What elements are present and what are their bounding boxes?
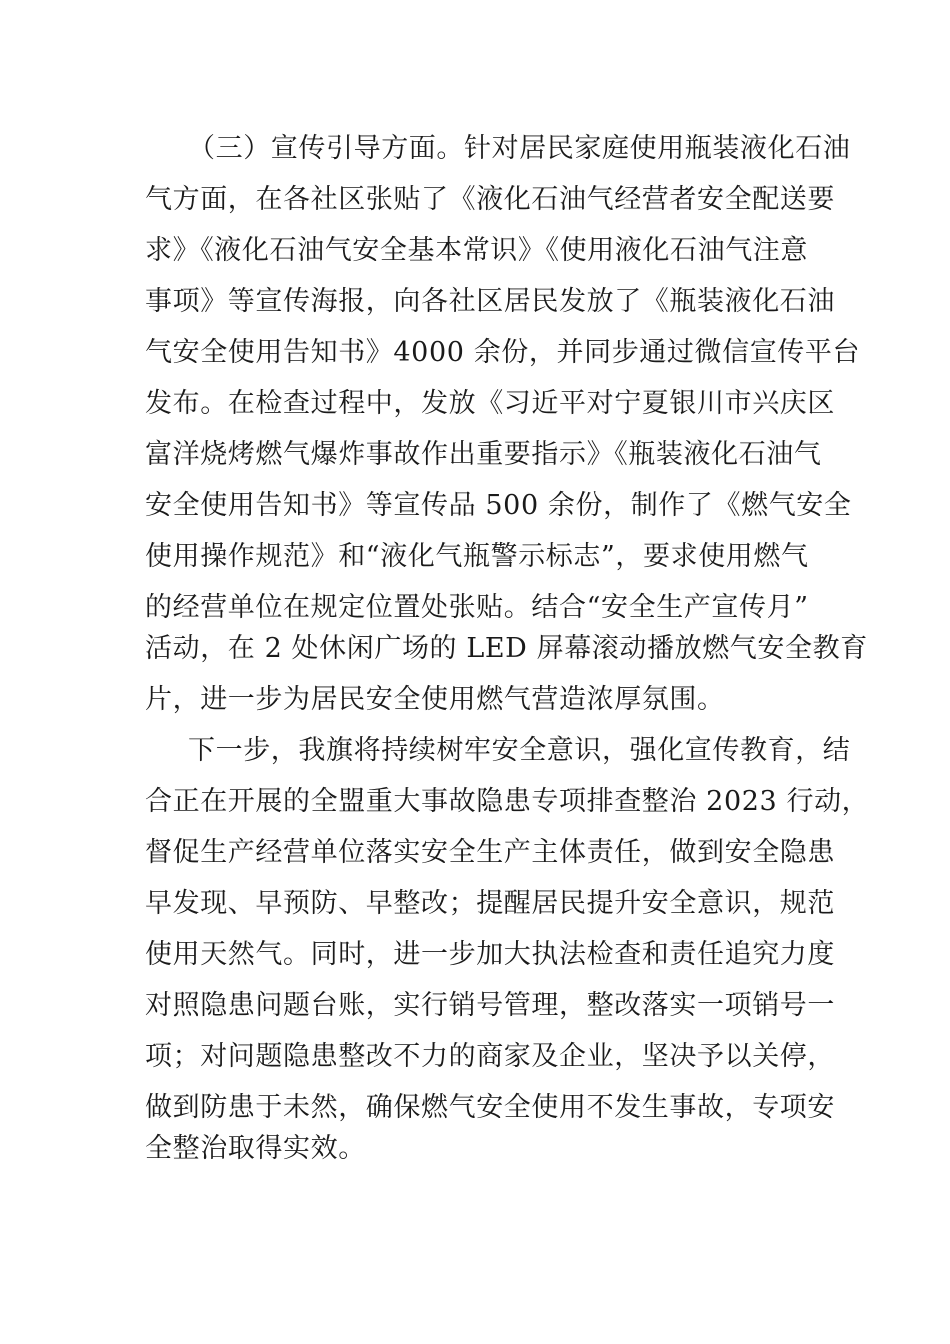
- text-line: 发布。在检查过程中，发放《习近平对宁夏银川市兴庆区: [145, 388, 835, 419]
- text-line: 下一步，我旗将持续树牢安全意识，强化宣传教育，结: [188, 735, 851, 766]
- text-line: 的经营单位在规定位置处张贴。结合“安全生产宣传月”: [145, 592, 809, 623]
- text-line: 合正在开展的全盟重大事故隐患专项排查整治 2023 行动，: [145, 786, 870, 817]
- text-line: 使用天然气。同时，进一步加大执法检查和责任追究力度: [145, 939, 835, 970]
- text-line: 求》《液化石油气安全基本常识》《使用液化石油气注意: [145, 235, 808, 266]
- text-line: 气方面，在各社区张贴了《液化石油气经营者安全配送要: [145, 184, 835, 215]
- text-line: 活动，在 2 处休闲广场的 LED 屏幕滚动播放燃气安全教育: [145, 633, 868, 664]
- text-line: 项；对问题隐患整改不力的商家及企业，坚决予以关停，: [145, 1041, 835, 1072]
- text-line: 督促生产经营单位落实安全生产主体责任，做到安全隐患: [145, 837, 835, 868]
- text-line: 使用操作规范》和“液化气瓶警示标志”，要求使用燃气: [145, 541, 809, 572]
- text-line: 全整治取得实效。: [145, 1133, 366, 1164]
- text-line: （三）宣传引导方面。针对居民家庭使用瓶装液化石油: [188, 133, 851, 164]
- text-line: 早发现、早预防、早整改；提醒居民提升安全意识，规范: [145, 888, 835, 919]
- text-line: 对照隐患问题台账，实行销号管理，整改落实一项销号一: [145, 990, 835, 1021]
- text-line: 安全使用告知书》等宣传品 500 余份，制作了《燃气安全: [145, 490, 852, 521]
- text-line: 事项》等宣传海报，向各社区居民发放了《瓶装液化石油: [145, 286, 835, 317]
- text-line: 片，进一步为居民安全使用燃气营造浓厚氛围。: [145, 684, 725, 715]
- text-line: 富洋烧烤燃气爆炸事故作出重要指示》《瓶装液化石油气: [145, 439, 822, 470]
- text-line: 气安全使用告知书》4000 余份，并同步通过微信宣传平台: [145, 337, 861, 368]
- text-line: 做到防患于未然，确保燃气安全使用不发生事故，专项安: [145, 1092, 835, 1123]
